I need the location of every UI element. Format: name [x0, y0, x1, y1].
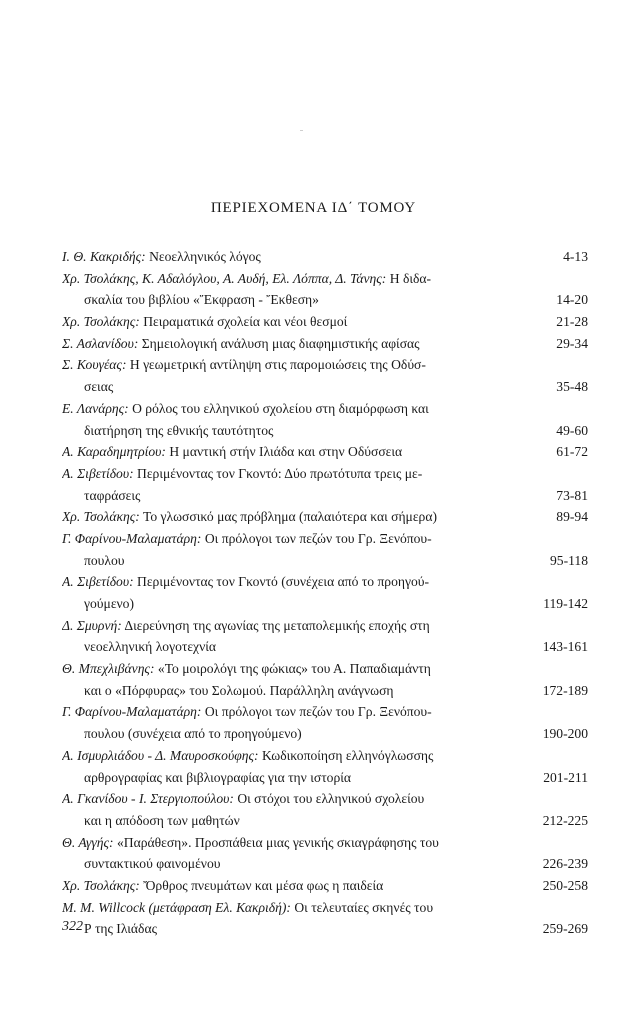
toc-entry-title: Η γεωμετρική αντίληψη στις παρομοιώσεις της Οδύσ-	[129, 357, 426, 373]
toc-entry-title: Πειραματικά σχολεία και νέοι θεσμοί	[143, 314, 348, 330]
toc-entry-text	[62, 788, 518, 831]
toc-entry-pages: 4-13	[563, 249, 588, 264]
toc-entry-continuation-line	[62, 376, 496, 398]
toc-entry	[62, 528, 588, 571]
toc-entry-title: πουλου (συνέχεια από το προηγούμενο)	[84, 726, 302, 742]
toc-entry-author: Α. Σιβετίδου:	[62, 574, 134, 590]
toc-entry-pages: 212-225	[542, 812, 588, 828]
toc-entry-title: αρθρογραφίας και βιβλιογραφίας για την ιστορία	[84, 769, 352, 785]
toc-entry-author: Ε. Λανάρης:	[62, 400, 129, 416]
toc-entry-first-line	[62, 246, 496, 268]
toc-entry-text	[62, 658, 518, 701]
toc-entry-continuation-line	[62, 289, 496, 311]
toc-entry-title: ταφράσεις	[84, 487, 141, 503]
toc-entry-text	[62, 463, 518, 506]
toc-entry-continuation-line	[62, 723, 496, 745]
toc-entry-continuation-line	[62, 420, 496, 442]
toc-entry-pages: 259-269	[542, 921, 588, 937]
toc-entry-text	[62, 398, 518, 441]
toc-entry-first-line	[62, 441, 496, 463]
toc-entry-text	[62, 615, 518, 658]
toc-entry-text	[62, 745, 518, 788]
toc-entry	[62, 463, 588, 506]
toc-entry-author: Χρ. Τσολάκης, Κ. Αδαλόγλου, Α. Αυδή, Ελ. Λόππα, Δ. Τάνης:	[62, 270, 387, 286]
toc-entry	[62, 354, 588, 397]
toc-entry-title: Το γλωσσικό μας πρόβλημα (παλαιότερα και σήμερα)	[142, 509, 437, 525]
toc-entry	[62, 658, 588, 701]
toc-entry-title: συντακτικού φαινομένου	[84, 856, 221, 872]
toc-entry	[62, 441, 588, 463]
toc-entry-pages: 35-48	[556, 379, 588, 395]
toc-entry-pages: 61-72	[556, 444, 588, 460]
toc-entry-text	[62, 311, 518, 333]
toc-entry	[62, 615, 588, 658]
toc-entry-author: Χρ. Τσολάκης:	[62, 509, 140, 525]
page-title: ΠΕΡΙΕΧΟΜΕΝΑ ΙΔ΄ ΤΟΜΟΥ	[210, 200, 417, 216]
toc-entry-title: και η απόδοση των μαθητών	[84, 812, 240, 828]
toc-entry-title: διατήρηση της εθνικής ταυτότητος	[84, 422, 274, 438]
toc-entry-pages: 250-258	[542, 877, 588, 893]
toc-entry	[62, 398, 588, 441]
toc-entry-title: Οι πρόλογοι των πεζών του Γρ. Ξενόπου-	[204, 530, 432, 546]
toc-entry-title: σειας	[84, 379, 114, 395]
toc-entry-title: Διερεύνηση της αγωνίας της μεταπολεμικής εποχής στη	[124, 617, 430, 633]
toc-entry-text	[62, 268, 518, 311]
toc-entry-pages: 73-81	[556, 487, 588, 503]
toc-entry-first-line	[62, 571, 496, 593]
toc-entry-first-line	[62, 788, 496, 810]
toc-entry	[62, 268, 588, 311]
toc-entry-author: Α. Ισμυρλιάδου - Δ. Μαυροσκούφης:	[62, 747, 259, 763]
toc-entry-first-line	[62, 354, 496, 376]
toc-entry-title: «Το μοιρολόγι της φώκιας» του Α. Παπαδιαμάντη	[157, 661, 431, 677]
toc-entry-first-line	[62, 398, 496, 420]
toc-entry-continuation-line	[62, 550, 496, 572]
toc-entry-first-line	[62, 832, 496, 854]
page-number: 322	[62, 919, 83, 934]
toc-entry-continuation-line	[62, 485, 496, 507]
toc-entry-first-line	[62, 528, 496, 550]
toc-entry-continuation-line	[62, 767, 496, 789]
toc-entry-text	[62, 897, 518, 940]
toc-entry-continuation-line	[62, 680, 496, 702]
toc-entry-continuation-line	[62, 593, 496, 615]
toc-entry-first-line	[62, 506, 496, 528]
toc-entry-title: γούμενο)	[84, 596, 135, 611]
toc-entry-author: Χρ. Τσολάκης:	[62, 877, 140, 893]
toc-entry-title: Η μαντική στήν Ιλιάδα και στην Οδύσσεια	[169, 444, 403, 460]
toc-entry-continuation-line	[62, 810, 496, 832]
toc-entry	[62, 832, 588, 875]
toc-entry-text	[62, 528, 518, 571]
toc-entry-first-line	[62, 463, 496, 485]
toc-entry-first-line	[62, 701, 496, 723]
scan-speck	[300, 130, 303, 131]
toc-entry	[62, 506, 588, 528]
toc-entry-pages: 172-189	[542, 682, 588, 698]
toc-entry-text	[62, 354, 518, 397]
toc-entry-title: Ρ της Ιλιάδας	[84, 921, 157, 937]
toc-entry-text	[62, 875, 518, 897]
toc-entry-pages: 29-34	[556, 335, 588, 351]
toc-entry-title: Κωδικοποίηση ελληνόγλωσσης	[261, 747, 434, 763]
toc-entry-title: Σημειολογική ανάλυση μιας διαφημιστικής αφίσας	[141, 335, 420, 351]
toc-entry	[62, 571, 588, 614]
toc-entry	[62, 246, 588, 268]
toc-entry-text	[62, 246, 518, 268]
toc-entry	[62, 788, 588, 831]
toc-entry-title: πουλου	[84, 552, 125, 568]
toc-entry-first-line	[62, 745, 496, 767]
toc-entry-author: Ι. Θ. Κακριδής:	[62, 249, 146, 264]
toc-entry-title: και ο «Πόρφυρας» του Σολωμού. Παράλληλη ανάγνωση	[84, 682, 394, 698]
toc-entry-author: M. M. Willcock (μετάφραση Ελ. Κακριδή):	[62, 899, 291, 915]
toc-entry-pages: 226-239	[542, 856, 588, 872]
toc-entry-first-line	[62, 268, 496, 290]
toc-entry	[62, 311, 588, 333]
toc-entry-title: Οι στόχοι του ελληνικού σχολείου	[237, 791, 425, 807]
toc-entry-title: «Παράθεση». Προσπάθεια μιας γενικής σκιαγράφησης του	[116, 834, 439, 850]
toc-entry-first-line	[62, 658, 496, 680]
toc-entry-first-line	[62, 333, 496, 355]
toc-entry-title: Περιμένοντας τον Γκοντό: Δύο πρωτότυπα τρεις με-	[137, 465, 423, 481]
toc-entry-author: Θ. Μπεχλιβάνης:	[62, 661, 155, 677]
toc-entry-pages: 14-20	[556, 292, 588, 308]
toc-entry-title: Οι τελευταίες σκηνές του	[294, 899, 434, 915]
toc-entry-pages: 95-118	[549, 552, 588, 568]
toc-entry-title: σκαλία του βιβλίου «Ἔκφραση - Ἔκθεση»	[84, 292, 319, 308]
toc-entry-pages: 190-200	[542, 726, 588, 742]
toc-entry-author: Χρ. Τσολάκης:	[62, 314, 140, 330]
toc-entry-title: Νεοελληνικός λόγος	[149, 249, 261, 264]
toc-entry-author: Α. Σιβετίδου:	[62, 465, 134, 481]
toc-entry-text	[62, 701, 518, 744]
toc-entry-author: Δ. Σμυρνή:	[62, 617, 122, 633]
toc-entry	[62, 333, 588, 355]
toc-entry-text	[62, 832, 518, 875]
toc-entry-pages: 49-60	[556, 422, 588, 438]
toc-entry-text	[62, 571, 518, 614]
toc-entry-title: Ὄρθρος πνευμάτων και μέσα φως η παιδεία	[143, 877, 384, 893]
toc-entry-first-line	[62, 897, 496, 919]
toc-entry	[62, 875, 588, 897]
toc-entry-pages: 201-211	[543, 769, 588, 785]
toc-entry-author: Γ. Φαρίνου-Μαλαματάρη:	[62, 704, 202, 720]
toc-entry-title: νεοελληνική λογοτεχνία	[84, 639, 217, 655]
toc-entry-author: Γ. Φαρίνου-Μαλαματάρη:	[62, 530, 202, 546]
toc-entry-author: Θ. Αγγής:	[62, 834, 114, 850]
toc-entry-title: Οι πρόλογοι των πεζών του Γρ. Ξενόπου-	[204, 704, 432, 720]
toc-entry-author: Σ. Κουγέας:	[62, 357, 127, 373]
toc-entry-text	[62, 333, 518, 355]
toc-entry-author: Α. Καραδημητρίου:	[62, 444, 166, 460]
toc-entry-continuation-line	[62, 918, 496, 940]
toc-entry-first-line	[62, 311, 496, 333]
toc-entry-author: Α. Γκανίδου - Ι. Στεργιοπούλου:	[62, 791, 234, 807]
toc-entry-author: Σ. Ασλανίδου:	[62, 335, 139, 351]
toc-entry-pages: 21-28	[556, 314, 588, 330]
toc-entry-continuation-line	[62, 636, 496, 658]
toc-entry-title: Ο ρόλος του ελληνικού σχολείου στη διαμόρφωση και	[132, 400, 429, 416]
toc-entry-pages: 119-142	[543, 596, 588, 611]
toc-entry-first-line	[62, 875, 496, 897]
toc-entry-continuation-line	[62, 853, 496, 875]
toc-entry	[62, 897, 588, 940]
toc-entry-first-line	[62, 615, 496, 637]
toc-entry	[62, 701, 588, 744]
table-of-contents	[62, 246, 588, 940]
toc-entry	[62, 745, 588, 788]
toc-entry-pages: 143-161	[542, 639, 588, 655]
toc-entry-text	[62, 441, 518, 463]
toc-entry-title: Η διδα-	[389, 270, 432, 286]
toc-entry-text	[62, 506, 518, 528]
toc-entry-title: Περιμένοντας τον Γκοντό (συνέχεια από το προηγού-	[137, 574, 430, 590]
toc-entry-pages: 89-94	[556, 509, 588, 525]
